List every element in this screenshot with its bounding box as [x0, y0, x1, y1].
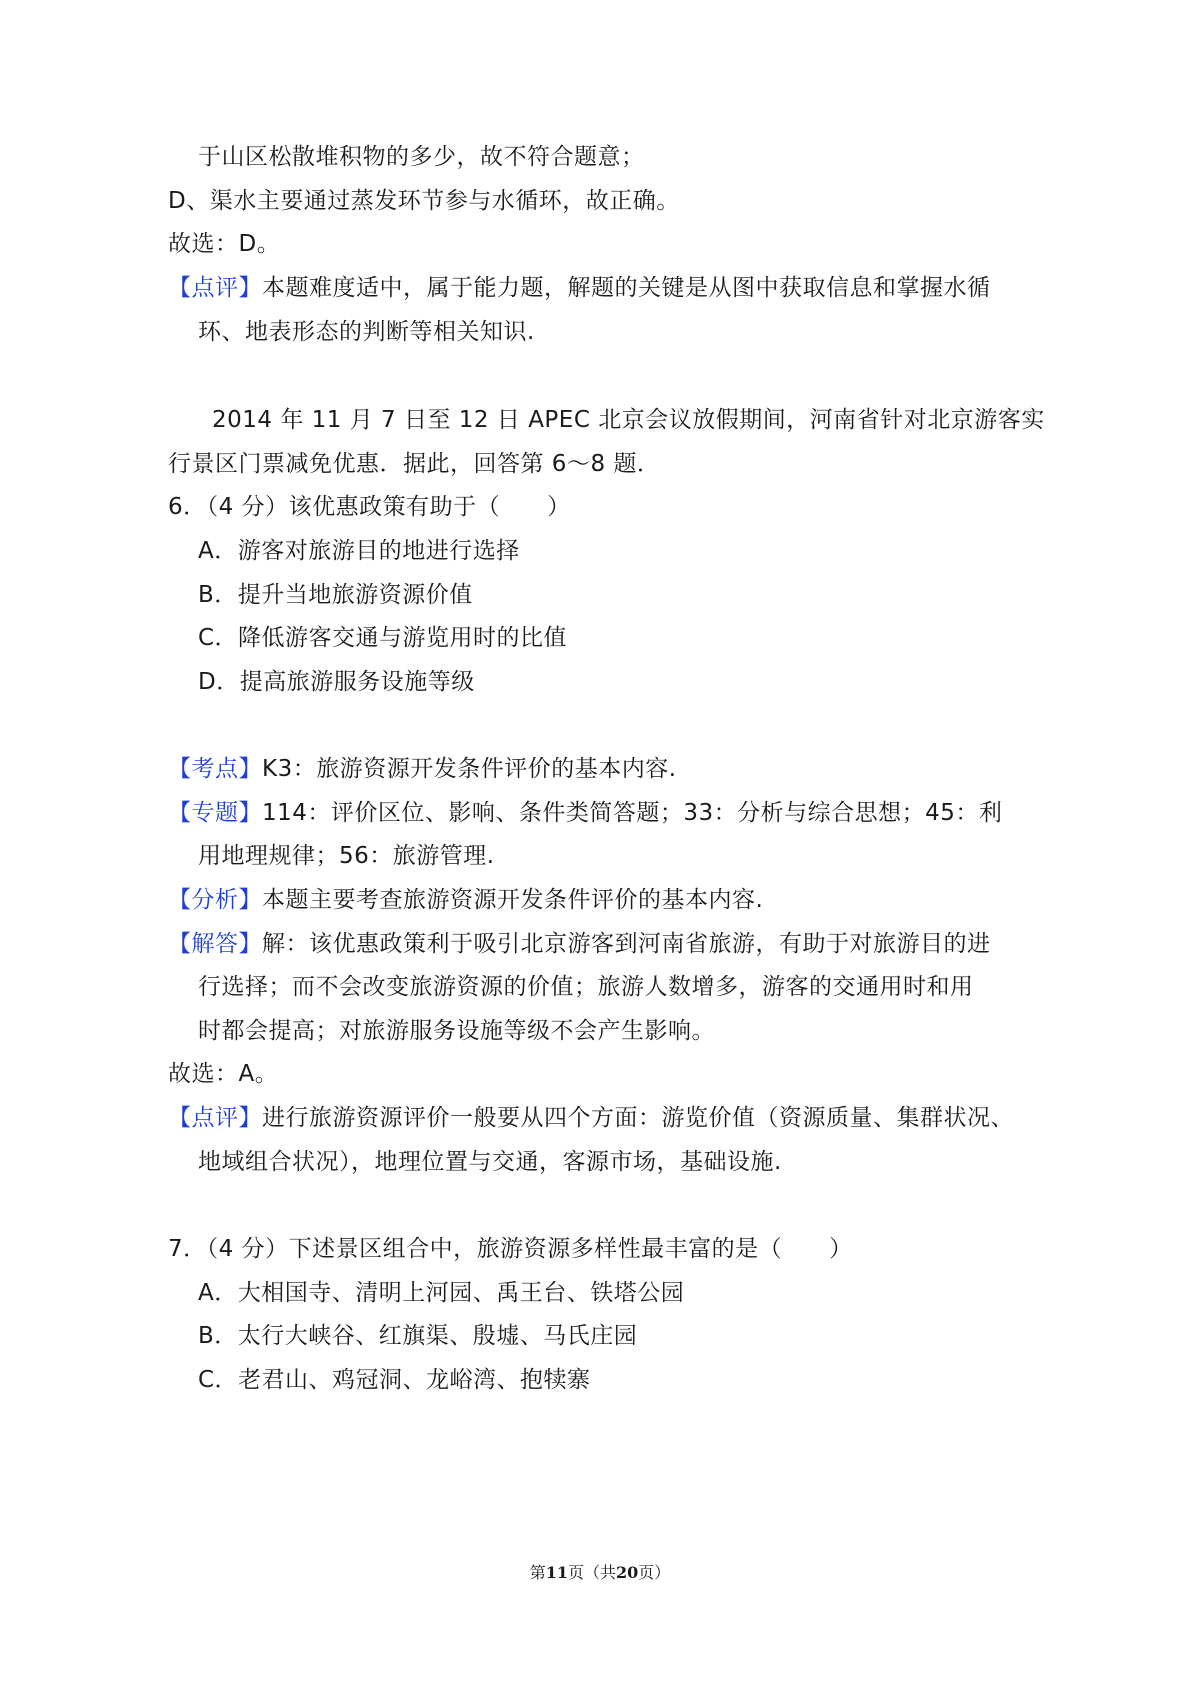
question-6-option-b: B．提升当地旅游资源价值: [198, 582, 473, 608]
fenxi-tag: 【分析】: [168, 887, 262, 913]
q6-answer: 故选：A。: [168, 1061, 279, 1087]
question-7-option-c: C．老君山、鸡冠洞、龙峪湾、抱犊寨: [198, 1367, 591, 1393]
q6-dianping-line2: 地域组合状况），地理位置与交通，客源市场，基础设施.: [198, 1149, 782, 1175]
jieda-tag: 【解答】: [168, 931, 262, 957]
footer-prefix: 第: [529, 1563, 546, 1582]
intro-line2: 行景区门票减免优惠．据此，回答第 6～8 题．: [168, 451, 661, 477]
dianping-tag: 【点评】: [168, 1105, 262, 1131]
prev-analysis-line: 于山区松散堆积物的多少，故不符合题意；: [198, 144, 645, 170]
q6-zhuanti-line2: 用地理规律；56：旅游管理.: [198, 843, 495, 869]
q6-jieda-line2: 行选择；而不会改变旅游资源的价值；旅游人数增多，游客的交通用时和用: [198, 974, 974, 1000]
question-7-option-b: B．太行大峡谷、红旗渠、殷墟、马氏庄园: [198, 1323, 638, 1349]
q6-jieda-line1: [168, 929, 991, 959]
q6-dianping-line1: [168, 1103, 1014, 1133]
q6-zhuanti-line1: [168, 798, 1002, 828]
footer-middle: 页（共: [567, 1563, 616, 1582]
question-6-option-d: D．提高旅游服务设施等级: [198, 669, 475, 695]
fenxi-text: 本题主要考查旅游资源开发条件评价的基本内容.: [262, 887, 764, 913]
q6-fenxi: [168, 885, 763, 915]
prev-review-line1: [168, 273, 991, 303]
kaodian-text: K3：旅游资源开发条件评价的基本内容.: [262, 756, 677, 782]
page-footer: [0, 1562, 1200, 1584]
prev-review-line2: 环、地表形态的判断等相关知识.: [198, 319, 535, 345]
prev-option-d-line: D、渠水主要通过蒸发环节参与水循环，故正确。: [168, 188, 680, 214]
question-7-stem: 7．（4 分）下述景区组合中，旅游资源多样性最丰富的是（ ）: [168, 1236, 853, 1262]
question-6-option-c: C．降低游客交通与游览用时的比值: [198, 625, 568, 651]
q6-kaodian: [168, 754, 677, 784]
review-tag: 【点评】: [168, 275, 262, 301]
prev-answer: 故选：D。: [168, 231, 281, 257]
question-6-stem: 6．（4 分）该优惠政策有助于（ ）: [168, 494, 571, 520]
jieda-text: 解：该优惠政策利于吸引北京游客到河南省旅游，有助于对旅游目的进: [262, 931, 991, 957]
footer-page-number: 11: [545, 1563, 568, 1582]
zhuanti-text: 114：评价区位、影响、条件类简答题；33：分析与综合思想；45：利: [262, 800, 1003, 826]
kaodian-tag: 【考点】: [168, 756, 262, 782]
zhuanti-tag: 【专题】: [168, 800, 262, 826]
review-text: 本题难度适中，属于能力题，解题的关键是从图中获取信息和掌握水循: [262, 275, 991, 301]
q6-jieda-line3: 时都会提高；对旅游服务设施等级不会产生影响。: [198, 1018, 715, 1044]
dianping-text: 进行旅游资源评价一般要从四个方面：游览价值（资源质量、集群状况、: [262, 1105, 1014, 1131]
footer-suffix: 页）: [638, 1563, 671, 1582]
footer-total-pages: 20: [616, 1563, 639, 1582]
intro-line1: 2014 年 11 月 7 日至 12 日 APEC 北京会议放假期间，河南省针对北京游客实: [212, 407, 1045, 433]
question-7-option-a: A．大相国寺、清明上河园、禹王台、铁塔公园: [198, 1280, 685, 1306]
question-6-option-a: A．游客对旅游目的地进行选择: [198, 538, 520, 564]
